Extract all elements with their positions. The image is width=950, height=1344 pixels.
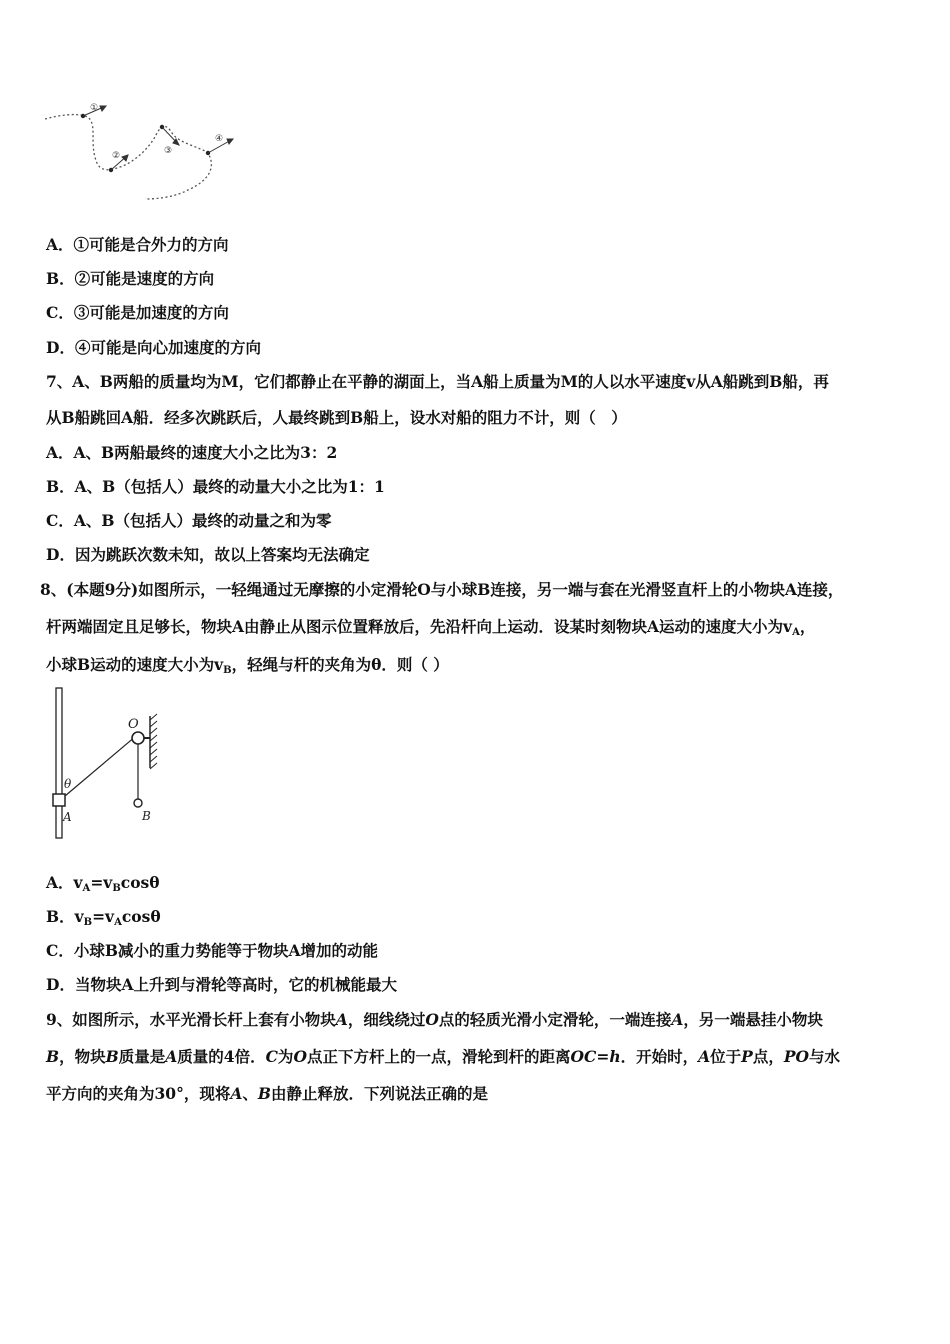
label-2: ② bbox=[112, 151, 121, 161]
q6-option-a: A．①可能是合外力的方向 bbox=[46, 235, 229, 254]
label-b: B bbox=[142, 809, 151, 823]
q8-option-a: A．$v_A=v_B\cos\theta$ bbox=[46, 873, 160, 894]
label-o: O bbox=[128, 717, 139, 732]
label-4: ④ bbox=[215, 134, 224, 144]
rope-a-to-o bbox=[65, 736, 136, 796]
dotted-trajectory bbox=[45, 115, 211, 199]
ball-b bbox=[134, 799, 142, 807]
label-a: A bbox=[63, 810, 72, 824]
q9-stem-line3: 平方向的夹角为30°，现将A、B由静止释放．下列说法正确的是 bbox=[46, 1084, 488, 1103]
q7-option-c: C．A、B（包括人）最终的动量之和为零 bbox=[46, 511, 332, 530]
label-3: ③ bbox=[164, 146, 173, 156]
q6-option-c: C．③可能是加速度的方向 bbox=[46, 303, 229, 322]
q8-stem-line1: 8、(本题9分)如图所示，一轻绳通过无摩擦的小定滑轮O与小球B连接，另一端与套在光滑竖直杆上的小物块A连接， bbox=[40, 580, 844, 599]
q9-stem-line2: B，物块B质量是A质量的4倍．C为O点正下方杆上的一点，滑轮到杆的距离OC=h．开始时，A位于P点，PO与水 bbox=[46, 1047, 841, 1066]
q7-stem-line2: 从B船跳回A船．经多次跳跃后，人最终跳到B船上，设水对船的阻力不计，则（ ） bbox=[46, 408, 627, 427]
label-1: ① bbox=[90, 103, 99, 113]
q8-option-c: C．小球B减小的重力势能等于物块A增加的动能 bbox=[46, 941, 378, 960]
pulley-figure bbox=[44, 686, 169, 846]
block-a bbox=[53, 794, 65, 806]
q7-option-d: D．因为跳跃次数未知，故以上答案均无法确定 bbox=[46, 545, 370, 564]
q6-option-d: D．④可能是向心加速度的方向 bbox=[46, 338, 261, 357]
vertical-rod bbox=[56, 688, 62, 838]
q7-stem-line1: 7、A、B两船的质量均为M，它们都静止在平静的湖面上，当A船上质量为M的人以水平速度v从A船跳到B船，再 bbox=[46, 372, 829, 391]
q9-stem-line1: 9、如图所示，水平光滑长杆上套有小物块A，细线绕过O点的轻质光滑小定滑轮，一端连接A，另一端悬挂小物块 bbox=[46, 1010, 823, 1029]
q7-option-b: B．A、B（包括人）最终的动量大小之比为1：1 bbox=[46, 477, 385, 496]
q8-option-d: D．当物块A上升到与滑轮等高时，它的机械能最大 bbox=[46, 975, 397, 994]
q7-option-a: A．A、B两船最终的速度大小之比为3：2 bbox=[46, 443, 338, 462]
q8-stem-line3: 小球B运动的速度大小为$v_B$，轻绳与杆的夹角为θ．则（ ） bbox=[46, 655, 449, 676]
q6-option-b: B．②可能是速度的方向 bbox=[46, 269, 215, 288]
curve-motion-figure bbox=[40, 95, 245, 205]
q8-option-b: B．$v_B=v_A\cos\theta$ bbox=[46, 907, 161, 928]
q8-stem-line2: 杆两端固定且足够长，物块A由静止从图示位置释放后，先沿杆向上运动．设某时刻物块A运动的速度大小为$v_A$， bbox=[46, 617, 816, 638]
pulley-o bbox=[132, 732, 144, 744]
label-theta: θ bbox=[64, 777, 72, 791]
